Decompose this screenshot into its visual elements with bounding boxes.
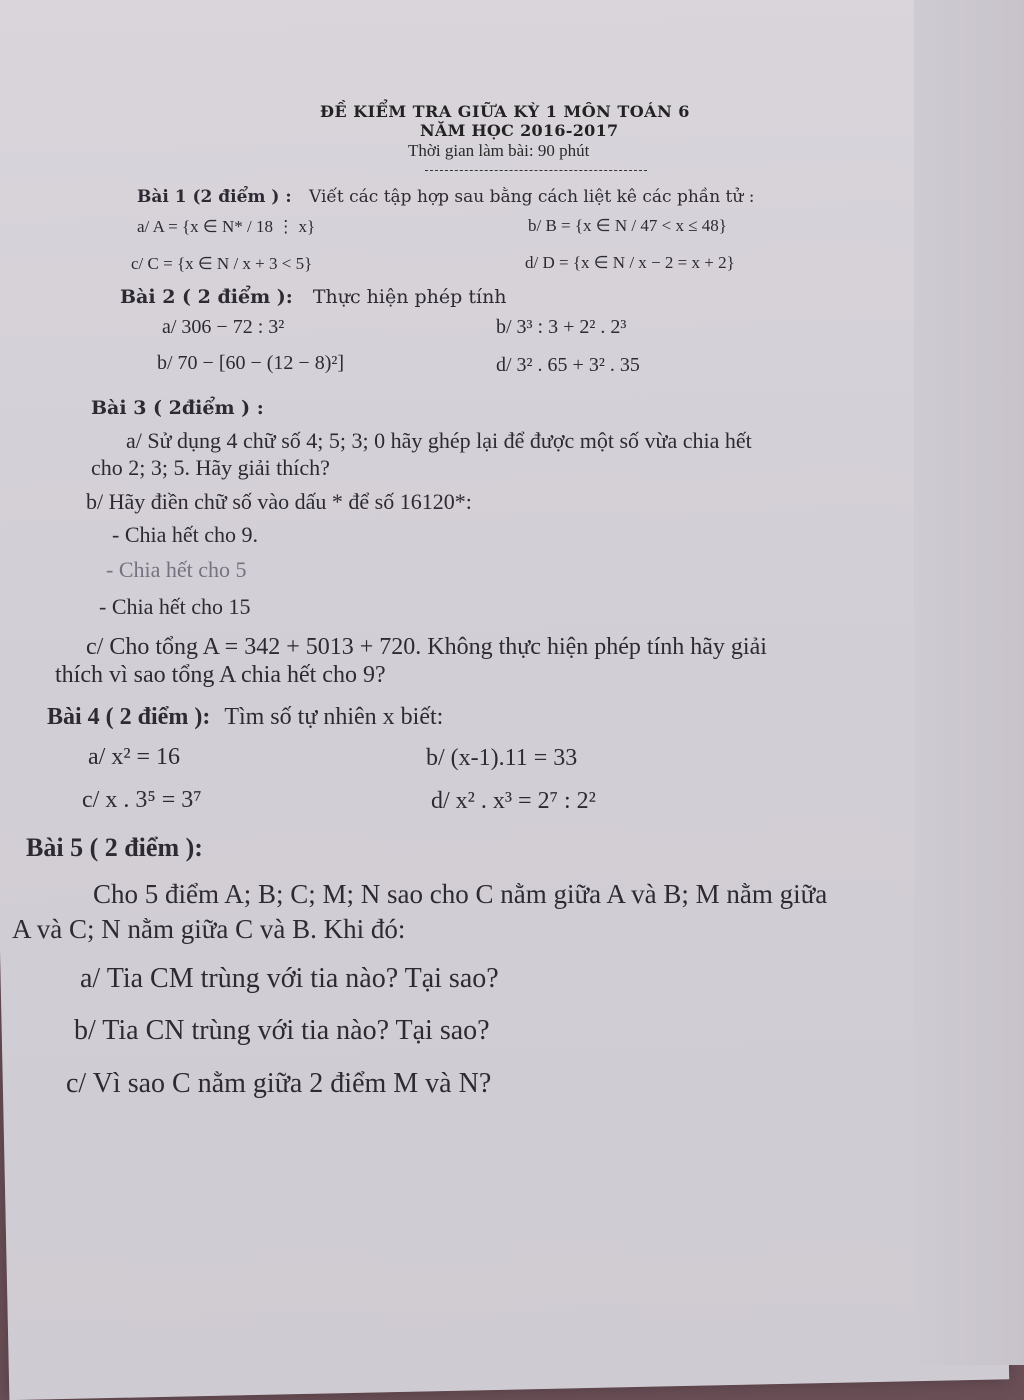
bai2-d: d/ 3² . 65 + 3² . 35	[496, 354, 640, 376]
bai5-line1: Cho 5 điểm A; B; C; M; N sao cho C nằm giữa A và B; M nằm giữa	[93, 879, 828, 909]
header-divider	[425, 170, 647, 171]
bai4-b: b/ (x-1).11 = 33	[426, 745, 578, 771]
bai2-title: Bài 2 ( 2 điểm ):	[120, 286, 293, 308]
bai2-prompt: Thực hiện phép tính	[312, 286, 507, 308]
bai1-header	[137, 187, 754, 207]
bai4-d: d/ x² . x³ = 2⁷ : 2²	[431, 788, 596, 814]
bai2-b1: b/ 3³ : 3 + 2² . 2³	[496, 316, 627, 338]
bai5-c: c/ Vì sao C nằm giữa 2 điểm M và N?	[66, 1068, 492, 1099]
bai4-c: c/ x . 3⁵ = 3⁷	[82, 787, 202, 813]
bai5-line2: A và C; N nằm giữa C và B. Khi đó:	[12, 914, 406, 944]
bai5-title: Bài 5 ( 2 điểm ):	[26, 833, 203, 862]
bai3-a-line1: a/ Sử dụng 4 chữ số 4; 5; 3; 0 hãy ghép lại để được một số vừa chia hết	[126, 428, 752, 453]
bai5-b: b/ Tia CN trùng với tia nào? Tại sao?	[74, 1015, 490, 1046]
bai4-prompt: Tìm số tự nhiên x biết:	[224, 704, 444, 730]
bai1-d: d/ D = {x ∈ N / x − 2 = x + 2}	[525, 253, 735, 272]
bai1-a: a/ A = {x ∈ N* / 18 ⋮ x}	[137, 217, 316, 236]
bai3-c-line2: thích vì sao tổng A chia hết cho 9?	[55, 662, 386, 688]
bai1-title: Bài 1 (2 điểm ) :	[137, 187, 292, 207]
bai2-a: a/ 306 − 72 : 3²	[162, 316, 285, 338]
bai2-b2: b/ 70 − [60 − (12 − 8)²]	[157, 352, 345, 374]
bai3-c-line1: c/ Cho tổng A = 342 + 5013 + 720. Không thực hiện phép tính hãy giải	[86, 634, 767, 660]
bai3-b-item-3: - Chia hết cho 15	[99, 594, 251, 619]
exam-title: ĐỀ KIỂM TRA GIỮA KỲ 1 MÔN TOÁN 6	[320, 102, 690, 121]
bai1-c: c/ C = {x ∈ N / x + 3 < 5}	[131, 254, 313, 273]
bai4-title: Bài 4 ( 2 điểm ):	[47, 704, 211, 730]
bai3-b-intro: b/ Hãy điền chữ số vào dấu * để số 16120*:	[86, 489, 472, 514]
bai2-header	[120, 286, 507, 308]
bai3-a-line2: cho 2; 3; 5. Hãy giải thích?	[91, 455, 330, 480]
bai5-a: a/ Tia CM trùng với tia nào? Tại sao?	[80, 963, 499, 994]
bai4-header	[47, 704, 443, 731]
bai3-title: Bài 3 ( 2điểm ) :	[91, 397, 264, 419]
bai1-b: b/ B = {x ∈ N / 47 < x ≤ 48}	[528, 216, 727, 235]
time-limit: Thời gian làm bài: 90 phút	[408, 141, 590, 160]
bai1-prompt: Viết các tập hợp sau bằng cách liệt kê các phần tử :	[309, 187, 755, 207]
bai3-b-item-1: - Chia hết cho 9.	[112, 522, 259, 547]
bai4-a: a/ x² = 16	[88, 744, 181, 770]
school-year: NĂM HỌC 2016-2017	[420, 121, 619, 140]
bai3-b-item-2: - Chia hết cho 5	[106, 557, 247, 582]
